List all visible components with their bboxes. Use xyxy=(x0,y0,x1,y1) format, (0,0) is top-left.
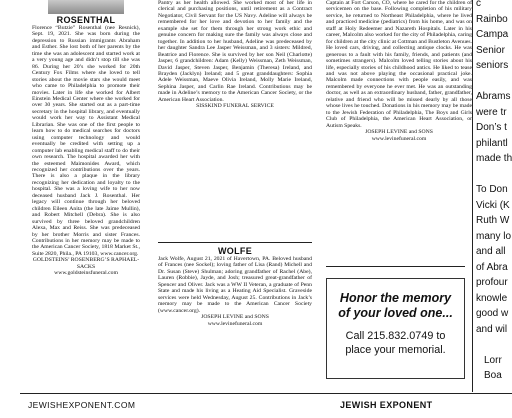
funeral-home-name: SISSKIND FUNERAL SERVICE xyxy=(196,103,274,110)
obituary-body: Florence “Butzie” Rosenthal (nee Resnick), Sept. 19, 2021. She was born during the depression to Russian immigrants Abraham and Esther. She lost both of her parents by the time she was an adolescent and started work at a very young age and didn’t stop till she was 86. During her 20’s she worked for 20th Century Fox Films where she loved to tell stories about the movie stars she would meet who came to Philadelphia to promote their movies. Later in life she worked for Albert Einstein Medical Center where she worked for over 30 years. She started out as a part-time secretary in the hospital library, and eventually would work her way to Assistant Medical Librarian. She was one of the first people to learn how to do medical searches for doctors using computer technology and would eventually be credited with setting up a computer lab enabling medical staff to do their own research. The hospital awarded her with the esteemed Maimonides Award, which recognized her contributions over the years. There is also a plaque in the library recognizing her dedication and loyalty to the hospital. She was a loving wife to her now deceased husband Jack J. Rosenthal. Her legacy will continue through her beloved children Eileen Anita (the late Jaime Mullin), and Robert Mitchell (Debra). She is also survived by three beloved grandchildren Alexa, Max and Reiss. She was predeceased by her brother Morris and sister Frances. Contributions in her memory may be made to the American Cancer Society, 1818 Market St., Suite 2820, Phila., PA 19103, www.cancer.org. xyxy=(32,25,140,257)
obituary-body: Captain at Fort Carson, CO, where he cared for the children of servicemen on the base. Following completion of his military service, he returned to Northeast Philadelphia, where he lived and practiced medicine (pediatrics) from his home, and was on staff at Holy Redeemer and Nazareth Hospitals. Later in his career, Malcolm also worked for the city of Philadelphia, caring for children at the city clinic at Cottman and Bustleton Avenues. He loved cars, driving, and collecting antique clocks. He was generous to a fault with his family, friends, and patients (and sometimes strangers). Malcolm loved telling stories about his life, especially stories of his childhood antics. He liked to tease and was not above playing the occasional practical joke. Malcolm made connections with people easily, and was remembered by everyone he ever met. He was an outstanding doctor, as well as an extraordinary husband, father, grandfather, relative and friend who will be missed dearly by all those whose lives he touched. Donations in his memory may be made to the Jewish Federation of Philadelphia, The Boys and Girls Club of Philadelphia, the American Heart Association, or Autism Speaks. xyxy=(326,0,472,129)
ad-headline: Honor the memory of your loved one... xyxy=(338,291,453,320)
funeral-home-website: www.goldsteinsfuneral.com xyxy=(54,270,118,277)
obituary-malcolm-continued xyxy=(326,0,472,260)
footer-publication-name: JEWISH EXPONENT xyxy=(340,400,433,410)
column-divider xyxy=(472,0,473,392)
cutoff-column: c Rainbo Campa Senior seniors Abrams were tr Don’s t philantl made th To Don Vicki (K Ruth W many lo and all of Abra profour knowle good w and wil Lorr Boa xyxy=(476,0,512,381)
funeral-home-name: GOLDSTEINS’ ROSENBERG’S RAPHAEL-SACKS xyxy=(32,257,140,270)
obituary-rosenthal xyxy=(32,15,140,361)
funeral-home-name: JOSEPH LEVINE and SONS xyxy=(365,129,433,136)
column-divider xyxy=(326,266,465,267)
obituary-adeline-continued xyxy=(158,0,312,240)
memorial-ad xyxy=(326,278,465,379)
obituary-wolfe xyxy=(158,246,312,366)
obituary-photo xyxy=(48,0,124,14)
footer-website: JEWISHEXPONENT.COM xyxy=(28,400,136,410)
funeral-home-website: www.levinefuneral.com xyxy=(371,135,427,142)
obituary-body: Pantry as her health allowed. She worked most of her life in clerical and purchasing positions, until retirement as a Contract Negotiator, Civil Servant for the US Navy. Adeline will always be remembered for her love and devotion to her family and the example she set for them through her strong work ethic and genuine concern for making sure the family was always close and together. In addition to her husband, Adeline was predeceased by her daughter Sandra Lee Jasper Weissman, and 3 sisters: Mildred, Beatrice and Florence. She is survived by her son Neil (Charlotte) Jasper, 6 grandchildren: Adam (Kelly) Weissman, Zeth Weissman, David Jasper, Steven Jasper, Benjamin (Theresa) Ireland, and Brayden (Jacklyn) Ireland; and 5 great granddaughters: Sophia Adele Weissman, Maeve Olivia Ireland, Molly Marie Ireland, Sephina Jasper, and Carlin Rae Ireland. Contributions may be made in Adeline’s memory to the American Cancer Society, or the American Heart Association. xyxy=(158,0,312,103)
obituary-heading: WOLFE xyxy=(218,246,252,256)
column-divider xyxy=(158,242,312,243)
funeral-home-name: JOSEPH LEVINE and SONS xyxy=(201,314,269,321)
obituary-body: Jack Wolfe, August 21, 2021 of Havertown, PA. Beloved husband of Frances (nee Sockel); loving father of Lisa (Rand) Michell and Dr. Susan (Steve) Shulman; adoring grandfather of Rachel (Abe), Lauren (Robbie), Jayde, and Josh; treasured great-grandfather of Spencer and Oliver. Jack was a WW II Veteran, a graduate of Penn State and made his living as a Heating Aid Specialist. Graveside services were held Wednesday, August 25. Contributions in Jack’s memory may be made to the American Cancer Society (www.cancer.org). xyxy=(158,256,312,314)
footer-rule xyxy=(20,393,512,394)
ad-text: Call 215.832.0749 to place your memorial. xyxy=(345,330,446,356)
funeral-home-website: www.levinefuneral.com xyxy=(207,320,263,327)
obituary-heading: ROSENTHAL xyxy=(56,15,116,25)
